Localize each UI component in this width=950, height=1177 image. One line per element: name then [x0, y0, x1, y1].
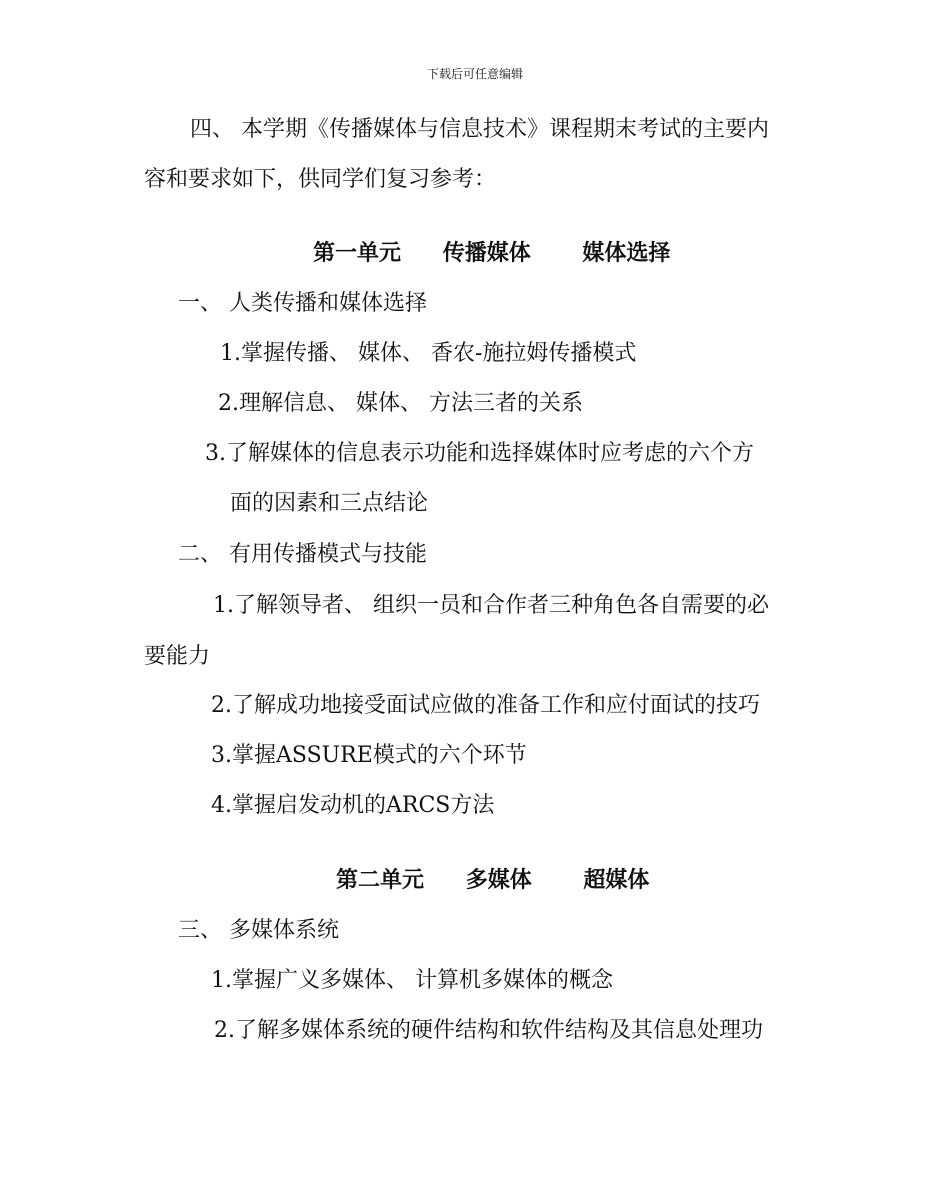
section-1-item-3: 3.了解媒体的信息表示功能和选择媒体时应考虑的六个方 [205, 441, 754, 466]
section-3-item-2: 2.了解多媒体系统的硬件结构和软件结构及其信息处理功 [214, 1018, 763, 1043]
section-2-item-3: 3.掌握ASSURE模式的六个环节 [211, 743, 527, 768]
section-2-item-1: 1.了解领导者、 组织一员和合作者三种角色各自需要的必 [213, 593, 769, 618]
section-3-title: 三、 多媒体系统 [178, 918, 339, 943]
unit-2-heading [336, 867, 649, 895]
unit-1-topic-a: 传播媒体 [442, 241, 531, 266]
intro-line-2: 容和要求如下，供同学们复习参考： [144, 167, 497, 192]
unit-1-topic-b: 媒体选择 [582, 241, 671, 266]
section-2-item-2: 2.了解成功地接受面试应做的准备工作和应付面试的技巧 [211, 693, 760, 718]
section-1-item-1: 1.掌握传播、 媒体、 香农-施拉姆传播模式 [220, 341, 637, 366]
section-1-title: 一、 人类传播和媒体选择 [178, 291, 427, 316]
unit-1-heading [313, 240, 670, 268]
section-3-item-1: 1.掌握广义多媒体、 计算机多媒体的概念 [211, 968, 613, 993]
unit-2-topic-b: 超媒体 [583, 868, 650, 893]
intro-line-1: 四、 本学期《传播媒体与信息技术》课程期末考试的主要内 [190, 117, 769, 142]
section-1-item-2: 2.理解信息、 媒体、 方法三者的关系 [218, 391, 583, 416]
unit-2-label: 第二单元 [336, 868, 425, 893]
page-header: 下载后可任意编辑 [426, 67, 523, 81]
unit-2-topic-a: 多媒体 [465, 868, 532, 893]
section-2-item-1-cont: 要能力 [144, 644, 211, 669]
unit-1-label: 第一单元 [313, 241, 402, 266]
section-2-title: 二、 有用传播模式与技能 [178, 542, 427, 567]
section-1-item-3-cont: 面的因素和三点结论 [230, 491, 429, 516]
section-2-item-4: 4.掌握启发动机的ARCS方法 [211, 793, 495, 818]
